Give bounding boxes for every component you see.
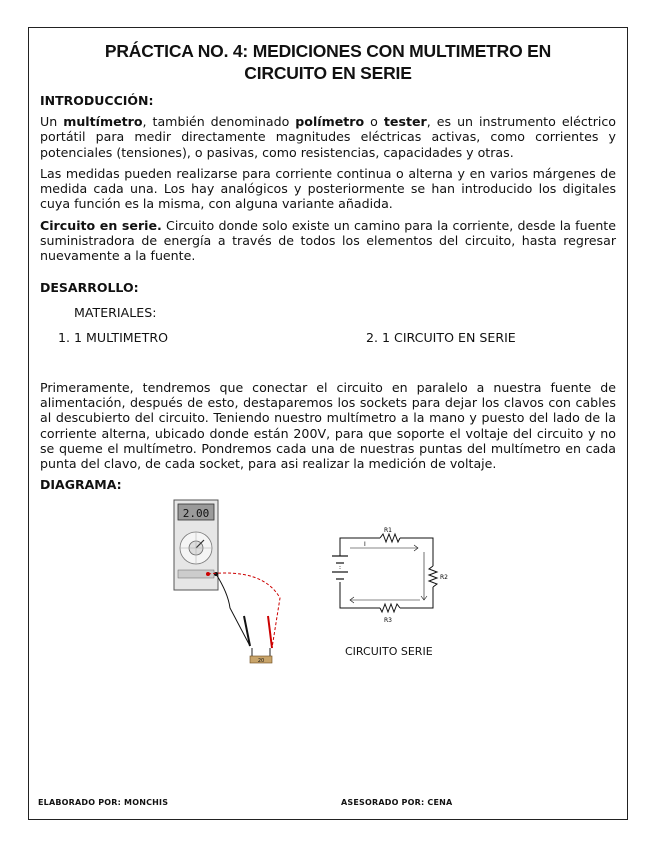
materials-list bbox=[40, 330, 616, 350]
footer-elaborado: ELABORADO POR: MONCHIS bbox=[38, 798, 169, 807]
intro-p1-bold-tester: tester bbox=[383, 114, 427, 129]
black-probe bbox=[244, 616, 250, 646]
red-lead bbox=[208, 573, 280, 648]
intro-paragraph-1 bbox=[40, 114, 616, 160]
desarrollo-heading: DESARROLLO: bbox=[40, 279, 139, 295]
label-r1: R1 bbox=[384, 527, 392, 535]
intro-p1-bold-polimetro: polímetro bbox=[295, 114, 365, 129]
title-line-2: CIRCUITO EN SERIE bbox=[244, 63, 412, 83]
material-item-1: 1. 1 MULTIMETRO bbox=[58, 329, 168, 345]
desarrollo-body: Primeramente, tendremos que conectar el circuito en paralelo a nuestra fuente de alimentación, después de esto, destaparemos los sockets para dejar los clavos con cables al descubierto del circuito. Teniendo nuestro multímetro a la mano y puesto del lado de la corriente alterna, ubicado donde están 200V, para que soporte el voltaje del circuito y no se queme el multímetro. Pondremos cada una de nuestras puntas del multímetro en cada punta del clavo, de cada socket, para asi realizar la medición de voltaje. bbox=[40, 379, 616, 472]
resistor-r2 bbox=[429, 566, 437, 587]
diagrama-heading: DIAGRAMA: bbox=[40, 477, 122, 493]
intro-p3-text: Circuito donde solo existe un camino para la corriente, desde la fuente suministradora de energía a través de todos los elementos del circuito, hasta regresar nuevamente a la fuente. bbox=[40, 217, 616, 264]
red-probe bbox=[268, 616, 272, 648]
label-r3: R3 bbox=[384, 617, 392, 625]
intro-p1-bold-multimetro: multímetro bbox=[63, 114, 143, 129]
intro-heading: INTRODUCCIÓN: bbox=[40, 93, 154, 108]
material-item-2: 2. 1 CIRCUITO EN SERIE bbox=[366, 329, 516, 345]
page-title bbox=[40, 40, 616, 84]
label-current: I bbox=[364, 541, 366, 549]
intro-p3-bold-circuito: Circuito en serie. bbox=[40, 217, 162, 233]
footer-asesorado: ASESORADO POR: CENA bbox=[341, 798, 453, 807]
multimeter-illustration bbox=[168, 498, 308, 673]
intro-p1-text-d: , es un instrumento eléctrico portátil para medir directamente magnitudes eléctricas activas, como corrientes y potenciales (tensiones), o pasivas, como resistencias, capacidades y otras. bbox=[40, 114, 616, 160]
title-line-1: PRÁCTICA NO. 4: MEDICIONES CON MULTIMETRO EN bbox=[104, 41, 552, 61]
resistor-r1 bbox=[380, 534, 400, 542]
materiales-label: MATERIALES: bbox=[74, 304, 157, 320]
multimeter-display-value: 2.00 bbox=[182, 507, 210, 521]
circuit-caption: CIRCUITO SERIE bbox=[345, 645, 433, 659]
resistor-tag: 20 bbox=[257, 658, 265, 665]
resistor-r3 bbox=[380, 604, 400, 612]
black-lead bbox=[216, 574, 250, 646]
intro-p1-text-a: Un bbox=[40, 114, 64, 129]
diagram-area bbox=[40, 498, 616, 673]
intro-p1-text-b: , también denominado bbox=[142, 114, 296, 129]
series-circuit-schematic bbox=[328, 526, 448, 636]
intro-paragraph-3 bbox=[40, 218, 616, 264]
document-page bbox=[28, 27, 628, 820]
label-r2: R2 bbox=[440, 574, 448, 582]
intro-p1-text-c: o bbox=[364, 114, 384, 129]
intro-paragraph-2: Las medidas pueden realizarse para corriente continua o alterna y en varios márgenes de medida cada una. Los hay analógicos y posteriormente se han introducido los digitales cuya función es la misma, con alguna variante añadida. bbox=[40, 165, 616, 212]
